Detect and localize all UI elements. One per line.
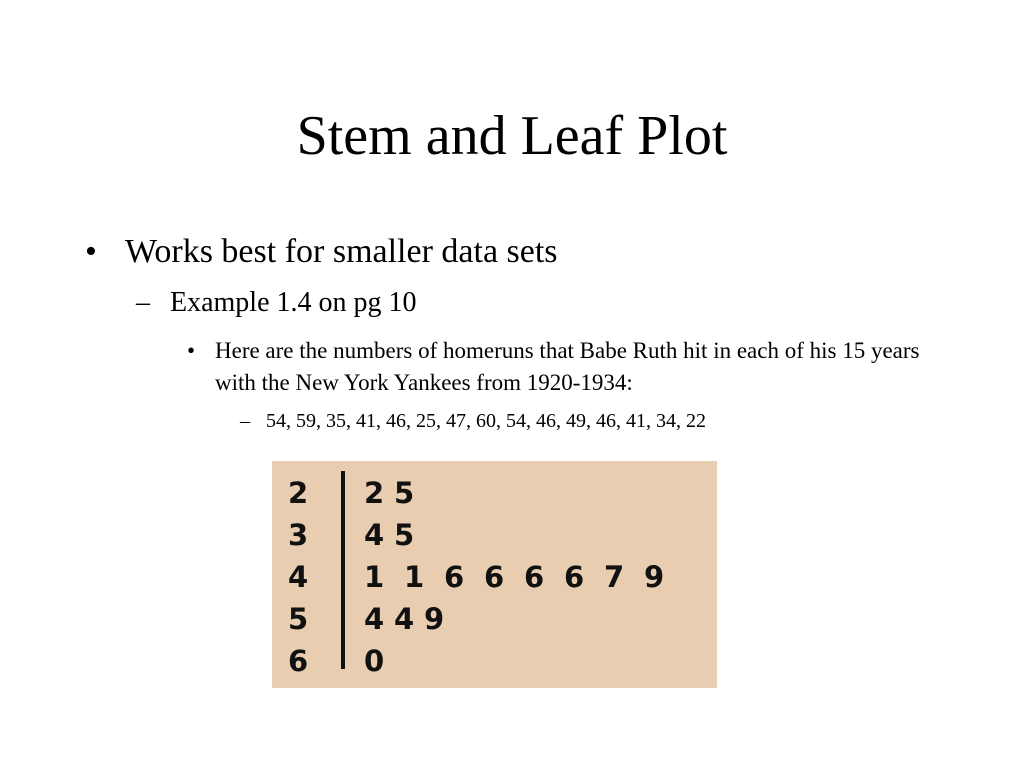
stem-value: 5 (288, 602, 309, 636)
leaf-value: 0 (364, 644, 385, 678)
bullet-level-1 (85, 230, 558, 274)
bullet-text: Works best for smaller data sets (125, 233, 558, 270)
leaf-value: 4 (364, 518, 385, 552)
leaf-value: 1 (404, 560, 425, 594)
stem-value: 6 (288, 644, 309, 678)
leaf-value: 6 (444, 560, 465, 594)
leaf-value: 4 (394, 602, 415, 636)
leaf-value: 6 (524, 560, 545, 594)
bullet-level-3 (187, 335, 925, 399)
stem-value: 4 (288, 560, 309, 594)
leaf-value: 7 (604, 560, 625, 594)
stem-value: 3 (288, 518, 309, 552)
leaf-value: 5 (394, 476, 415, 510)
bullet-icon: • (187, 338, 196, 363)
stem-and-leaf-plot (272, 461, 717, 688)
stem-value: 2 (288, 476, 309, 510)
bullet-icon: • (85, 233, 97, 270)
leaf-value: 9 (644, 560, 665, 594)
leaf-value: 6 (564, 560, 585, 594)
leaf-value: 4 (364, 602, 385, 636)
leaf-value: 6 (484, 560, 505, 594)
bullet-text: Example 1.4 on pg 10 (170, 287, 417, 318)
dash-icon: – (136, 287, 150, 318)
bullet-text: Here are the numbers of homeruns that Babe Ruth hit in each of his 15 years with the New York Yankees from 1920-1934: (215, 338, 920, 395)
slide-title: Stem and Leaf Plot (296, 105, 728, 167)
stem-and-leaf-chart (272, 461, 717, 688)
bullet-level-2 (136, 284, 417, 322)
leaf-value: 5 (394, 518, 415, 552)
leaf-value: 9 (424, 602, 445, 636)
leaf-value: 1 (364, 560, 385, 594)
data-values-text: 54, 59, 35, 41, 46, 25, 47, 60, 54, 46, 49, 46, 41, 34, 22 (266, 410, 706, 432)
leaf-value: 2 (364, 476, 385, 510)
dash-icon: – (240, 410, 250, 432)
bullet-level-4 (240, 406, 706, 436)
